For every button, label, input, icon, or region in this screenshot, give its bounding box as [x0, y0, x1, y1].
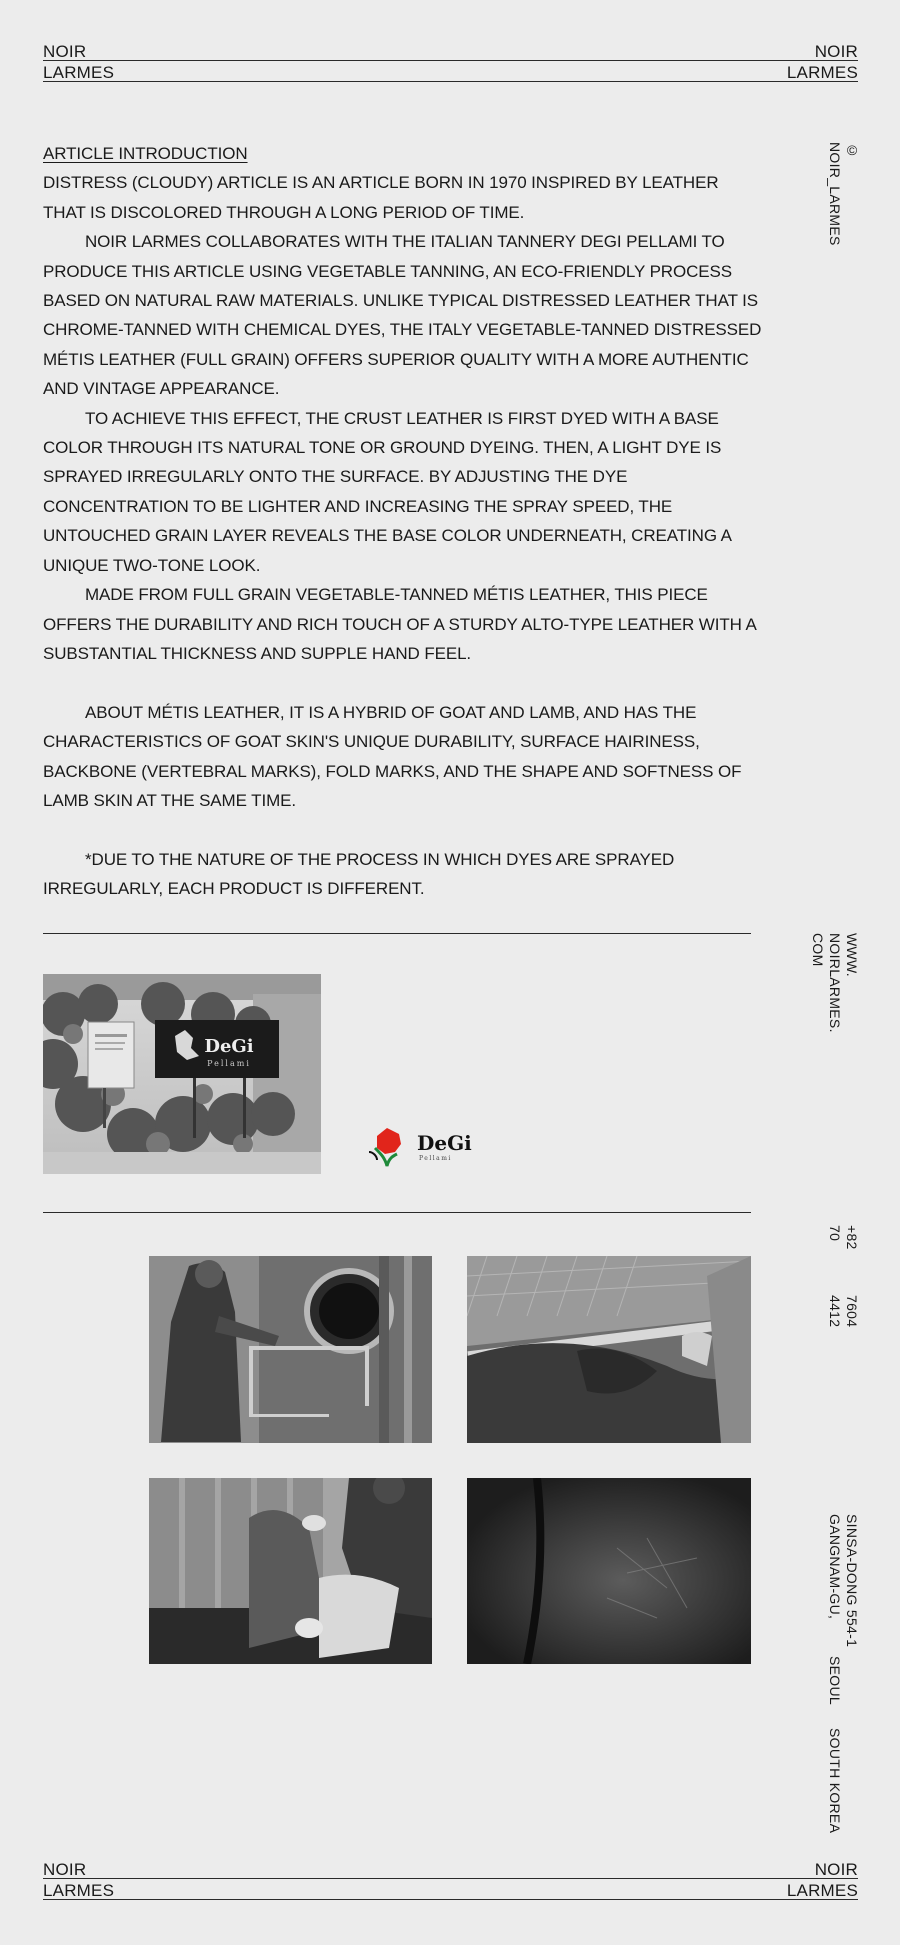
article-heading: ARTICLE INTRODUCTION — [43, 144, 248, 163]
brand-logo-right-larmes[interactable]: LARMES — [786, 63, 858, 82]
brand-logo-left-noir[interactable]: NOIR — [43, 42, 87, 61]
article-disclaimer: *DUE TO THE NATURE OF THE PROCESS IN WHICH DYES ARE SPRAYED IRREGULARLY, EACH PRODUCT IS DIFFERENT. — [43, 849, 675, 899]
leather-handling-image — [149, 1478, 432, 1664]
article-paragraph-3: TO ACHIEVE THIS EFFECT, THE CRUST LEATHER IS FIRST DYED WITH A BASE COLOR THROUGH ITS NATURAL TONE OR GROUND DYEING. THEN, A LIGHT DYE IS SPRAYED IRREGULARLY ONTO THE SURFACE. BY ADJUSTING THE DYE CONCENTRATION TO BE LIGHTER AND INCREASING THE SPRAY SPEED, THE UNTOUCHED GRAIN LAYER REVEALS THE BASE COLOR UNDERNEATH, CREATING A UNIQUE TWO-TONE LOOK. — [43, 408, 731, 575]
drum-tanning-image — [149, 1256, 432, 1443]
phone-country-code: +82 — [844, 1225, 860, 1250]
address-line-4: SOUTH KOREA — [827, 1728, 843, 1834]
sign-pellami-text: Pellami — [207, 1059, 251, 1068]
instagram-handle: NOIR_LARMES — [827, 142, 843, 246]
header-rule-bottom — [43, 81, 858, 82]
article-paragraph-metis: ABOUT MÉTIS LEATHER, IT IS A HYBRID OF GOAT AND LAMB, AND HAS THE CHARACTERISTICS OF GOAT SKIN'S UNIQUE DURABILITY, SURFACE HAIRINESS, BACKBONE (VERTEBRAL MARKS), FOLD MARKS, AND THE SHAPE AND SOFTNESS OF LAMB SKIN AT THE SAME TIME. — [43, 702, 742, 810]
website-part-2: NOIRLARMES. — [827, 933, 843, 1033]
brand-logo-right-noir[interactable]: NOIR — [814, 42, 858, 61]
footer-logo-right-larmes[interactable]: LARMES — [786, 1881, 858, 1900]
side-website[interactable] — [810, 933, 860, 1033]
article-introduction — [43, 139, 763, 904]
article-paragraph-4: MADE FROM FULL GRAIN VEGETABLE-TANNED MÉTIS LEATHER, THIS PIECE OFFERS THE DURABILITY AND RICH TOUCH OF A STURDY ALTO-TYPE LEATHER WITH A SUBSTANTIAL THICKNESS AND SUPPLE HAND FEEL. — [43, 585, 756, 663]
leather-roller-photo — [467, 1256, 751, 1443]
side-phone[interactable] — [825, 1225, 860, 1250]
footer-logo-left-larmes[interactable]: LARMES — [43, 1881, 115, 1900]
side-address-country — [825, 1728, 843, 1833]
footer-rule-bottom — [43, 1899, 858, 1900]
copyright-symbol: © — [844, 142, 860, 159]
footer-logo-right-noir[interactable]: NOIR — [814, 1860, 858, 1879]
side-address-street — [825, 1514, 860, 1647]
drum-tanning-photo — [149, 1256, 432, 1443]
leather-roller-image — [467, 1256, 751, 1443]
address-line-2: GANGNAM-GU, — [827, 1514, 843, 1620]
address-line-3: SEOUL — [827, 1656, 843, 1705]
section-divider — [43, 933, 751, 934]
website-part-3: COM — [810, 933, 826, 967]
brand-logo-left-larmes[interactable]: LARMES — [43, 63, 115, 82]
side-address-city — [825, 1656, 843, 1705]
degi-logo-text: DeGi — [417, 1131, 472, 1155]
side-instagram[interactable] — [825, 142, 860, 246]
degi-pellami-logo — [363, 1122, 473, 1172]
tannery-sign-photo — [43, 974, 321, 1174]
phone-number-2: 4412 — [827, 1295, 843, 1328]
distressed-leather-closeup-image — [467, 1478, 751, 1664]
phone-area-code: 70 — [827, 1225, 843, 1242]
article-paragraph-1: DISTRESS (CLOUDY) ARTICLE IS AN ARTICLE BORN IN 1970 INSPIRED BY LEATHER THAT IS DISCOLORED THROUGH A LONG PERIOD OF TIME. — [43, 173, 719, 222]
footer-logo-left-noir[interactable]: NOIR — [43, 1860, 87, 1879]
article-paragraph-2: NOIR LARMES COLLABORATES WITH THE ITALIAN TANNERY DEGI PELLAMI TO PRODUCE THIS ARTICLE USING VEGETABLE TANNING, AN ECO-FRIENDLY PROCESS BASED ON NATURAL RAW MATERIALS. UNLIKE TYPICAL DISTRESSED LEATHER THAT IS CHROME-TANNED WITH CHEMICAL DYES, THE ITALY VEGETABLE-TANNED DISTRESSED MÉTIS LEATHER (FULL GRAIN) OFFERS SUPERIOR QUALITY WITH A MORE AUTHENTIC AND VINTAGE APPEARANCE. — [43, 232, 762, 399]
tannery-sign-image — [43, 974, 321, 1174]
website-part-1: WWW. — [844, 933, 860, 977]
footer-rule-top — [43, 1878, 858, 1879]
phone-number-1: 7604 — [844, 1295, 860, 1328]
address-line-1: SINSA-DONG 554-1 — [844, 1514, 860, 1648]
footer-brand-bar — [43, 1859, 858, 1903]
degi-logo-subtext: Pellami — [419, 1155, 452, 1162]
leather-handling-photo — [149, 1478, 432, 1664]
distressed-leather-closeup-photo — [467, 1478, 751, 1664]
header-rule-top — [43, 60, 858, 61]
header-brand-bar — [43, 41, 858, 85]
side-phone-number[interactable] — [825, 1295, 860, 1327]
section-divider-2 — [43, 1212, 751, 1213]
sign-degi-text: DeGi — [204, 1036, 254, 1057]
degi-logo-mark — [363, 1122, 473, 1172]
